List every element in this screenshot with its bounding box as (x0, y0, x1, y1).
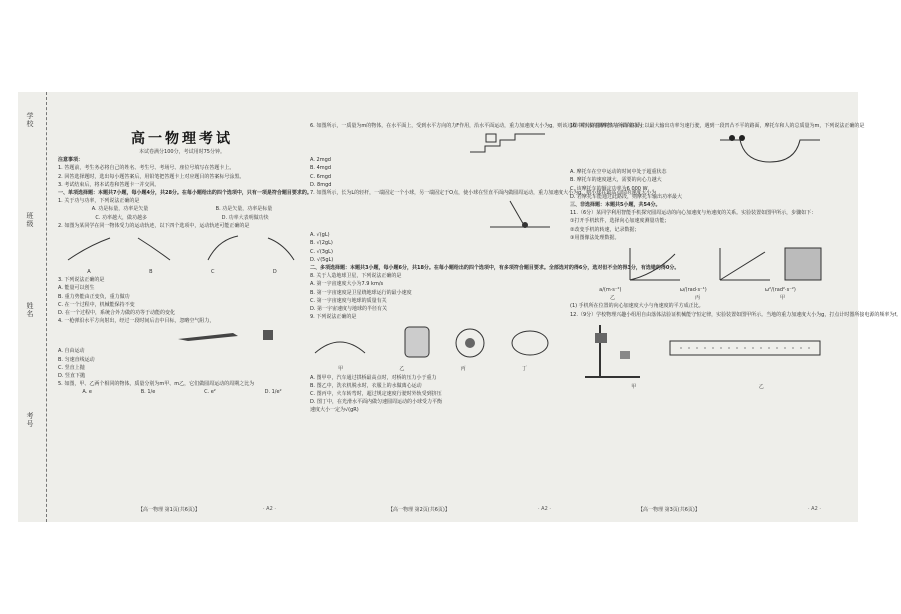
question-text: 速度大小一定为√(gR) (310, 407, 359, 414)
figure-label: 乙 (399, 366, 405, 373)
question-stem: 9. 下列说法正确的是 (310, 314, 357, 321)
question-stem: 2. 如图为某同学在同一物体受力的运动轨迹，以下四个选项中，运动轨迹可能正确的是 (58, 222, 250, 229)
motorcycle-track-figure (570, 132, 825, 166)
rifle-figure (58, 327, 306, 345)
section-heading: 一、单项选择题：本题共7小题，每小题4分，共28分。在每小题给出的四个选项中，只有一项是符合题目要求的。 (58, 190, 312, 197)
option: A. 能量可以创生 (58, 285, 95, 292)
axis-label: a/(m·s⁻²) (599, 287, 622, 294)
section-heading: 二、多项选择题：本题共3小题，每小题6分，共18分。在每小题给出的四个选项中，有多项符合题目要求。全部选对的得6分，选对但不全的得3分，有选错的得0分。 (310, 265, 680, 272)
binding-label-id: 考号 (26, 412, 34, 428)
option: A. 摩托车在空中运动的时间中处于超重状态 (570, 169, 667, 176)
question-stem: 8. 关于人造地球卫星，下列说法正确的是 (310, 273, 402, 280)
option: C. 6mgd (310, 173, 332, 180)
notes-heading: 注意事项： (58, 157, 84, 164)
question-stem: 5. 如图，甲、乙两个相同的物体，质量分别为m甲、m乙，它们做圆周运动的周期之比为 (58, 381, 255, 388)
question-stem: 1. 关于功与功率，下列说法正确的是 (58, 198, 140, 205)
option: C. 功率越大，做功越多 (95, 214, 147, 221)
stairs-figure (310, 132, 555, 154)
page-1-column (58, 122, 312, 502)
option: C. √(3gL) (310, 248, 333, 255)
option: D. √(5gL) (310, 256, 334, 263)
option: B. 1/e (140, 389, 156, 396)
question-stem: 12.（9分）学校物理兴趣小组用自由落体法验证机械能守恒定律，实验装置如图甲所示。当地的重力加速度大小为g，打点计时器所接电源的频率为f。 (570, 311, 901, 318)
page-code: · A2 · (808, 506, 821, 512)
axis-label: ω²/(rad²·s⁻²) (764, 287, 796, 294)
option: C. 该摩托车的额定功率为6 000 W (570, 185, 648, 192)
option: B (149, 269, 153, 276)
question-stem: 6. 如图所示，一质量为m的物体，在水平面上，受到水平方向的力F作用，沿水平面运动，重力加速度大小为g，则该过程中物体克服摩擦力所做的功为 (310, 123, 643, 129)
option: B. 4mgd (310, 165, 332, 172)
option: D. 竖直下抛 (58, 373, 86, 380)
page-footer: 【高一物理 第3页(共6页)】 (638, 507, 700, 513)
axis-label: ω/(rad·s⁻¹) (679, 287, 707, 294)
option: A (87, 269, 91, 276)
figure-label: 丁 (521, 366, 527, 373)
option: D. 第一宇宙速度与地球的半径有关 (310, 306, 388, 313)
exam-title: 高一物理考试 (131, 131, 233, 147)
option: D. 若摩托车能通过此路段，则摩托车输出功率最大 (570, 193, 683, 200)
option: D. 在一个过程中，系统合外力做的功等于动能的变化 (58, 310, 176, 317)
note-line: 1. 答题前，考生务必将自己的姓名、考生号、考场号、座位号填写在答题卡上。 (58, 165, 235, 172)
option: B. 第一宇宙速度是卫星绕地球运行的最小速度 (310, 289, 412, 296)
option: B. 功是矢量，功率是标量 (215, 206, 273, 213)
figure-label: 甲 (631, 383, 637, 390)
question-stem: 10. 某人骑着摩托车在水平路面上以最大输出功率匀速行驶，遇到一段凹凸不平的路面，摩托车和人的总质量为m，下列说法正确的是 (570, 123, 865, 129)
option: D. 功率大表明做功快 (221, 214, 269, 221)
note-line: 3. 考试结束后，将本试卷和答题卡一并交回。 (58, 181, 160, 188)
option: C. 图丙中，火车转弯时，超过规定速度行驶时外轨受到挤压 (310, 391, 442, 398)
section-heading: 三、非选择题：本题共5小题，共54分。 (570, 202, 661, 209)
option: C. 在一个过程中，机械能保持不变 (58, 301, 135, 308)
figure-label: 丙 (694, 295, 700, 302)
figure-label: 乙 (609, 295, 615, 302)
scanned-exam-sheet (18, 92, 901, 522)
option: D. 图丁中，在光滑水平面内做匀速圆周运动的小球受力平衡 (310, 399, 443, 406)
figure-label: 乙 (758, 383, 764, 390)
option: A. 2mgd (310, 157, 331, 164)
option: A. 第一宇宙速度大小为7.9 km/s (310, 281, 384, 288)
option: A. 自由运动 (58, 348, 85, 355)
question-stem: 11.（6分）某同学利用智能手机探究圆周运动的向心加速度与角速度的关系。实验装置如图甲所示，步骤如下： (570, 210, 817, 217)
option: C. e² (204, 389, 216, 396)
option: B. 重力势能由正变负，重力做功 (58, 293, 130, 300)
q11-graphs (570, 244, 825, 284)
binding-label-school: 学校 (26, 112, 34, 128)
answer-line: (1) 手机所在位置的向心加速度大小与角速度的平方成正比。 (570, 303, 704, 310)
exam-subtitle: 本试卷满分100分，考试用时75分钟。 (139, 149, 225, 155)
option: D. 1/e² (264, 389, 282, 396)
option: A. 功是标量，功率是矢量 (91, 206, 149, 213)
page-code: · A2 · (263, 506, 276, 512)
option: C. 第一宇宙速度与地球的质量有关 (310, 297, 387, 304)
figure-label: 丙 (460, 366, 466, 373)
option: B. 匀速直线运动 (58, 356, 95, 363)
step: ②改变手机的转速，记录数据； (570, 226, 640, 233)
option: B. √(2gL) (310, 240, 333, 247)
question-stem: 4. 一枪弹沿水平方向射出，经过一段时间后击中目标，忽略空气阻力， (58, 318, 215, 325)
figure-label: 甲 (338, 366, 344, 373)
binding-label-name: 姓名 (26, 302, 34, 318)
option: D. 8mgd (310, 181, 332, 188)
page-footer: 【高一物理 第2页(共6页)】 (388, 507, 450, 513)
option: A. √(gL) (310, 232, 330, 239)
pendulum-figure (310, 199, 555, 229)
question-stem: 7. 如图所示，长为L的轻杆，一端固定一个小球，另一端固定于O点，使小球在竖直平面内做圆周运动，重力加速度大小为g，则小球在最高点时的速度大小为 (310, 190, 657, 197)
q9-figures (310, 323, 555, 363)
option: A. 图甲中，汽车通过拱桥最高点时，对桥的压力小于重力 (310, 374, 437, 381)
option: C (210, 269, 215, 276)
q12-apparatus-figure (570, 321, 825, 381)
figure-label: 甲 (779, 295, 785, 302)
page-3-column (570, 122, 901, 502)
option: D (272, 269, 277, 276)
step: ①打开手机软件，选择向心加速度测量功能； (570, 218, 670, 225)
option: A. e (82, 389, 92, 396)
trajectory-figures (58, 232, 306, 266)
binding-strip (18, 92, 47, 522)
binding-label-class: 班级 (26, 212, 34, 228)
page-code: · A2 · (538, 506, 551, 512)
option: B. 图乙中，洗衣机脱水时，衣服上的水做离心运动 (310, 382, 422, 389)
note-line: 2. 回答选择题时，选出每小题答案后，用铅笔把答题卡上对应题目的答案标号涂黑。 (58, 173, 245, 180)
page-footer: 【高一物理 第1页(共6页)】 (138, 507, 200, 513)
option: B. 摩托车的速度越大，需要的向心力越大 (570, 177, 662, 184)
option: C. 竖直上抛 (58, 364, 85, 371)
step: ③用图像法处理数据。 (570, 234, 620, 241)
question-stem: 3. 下列说法正确的是 (58, 277, 105, 284)
